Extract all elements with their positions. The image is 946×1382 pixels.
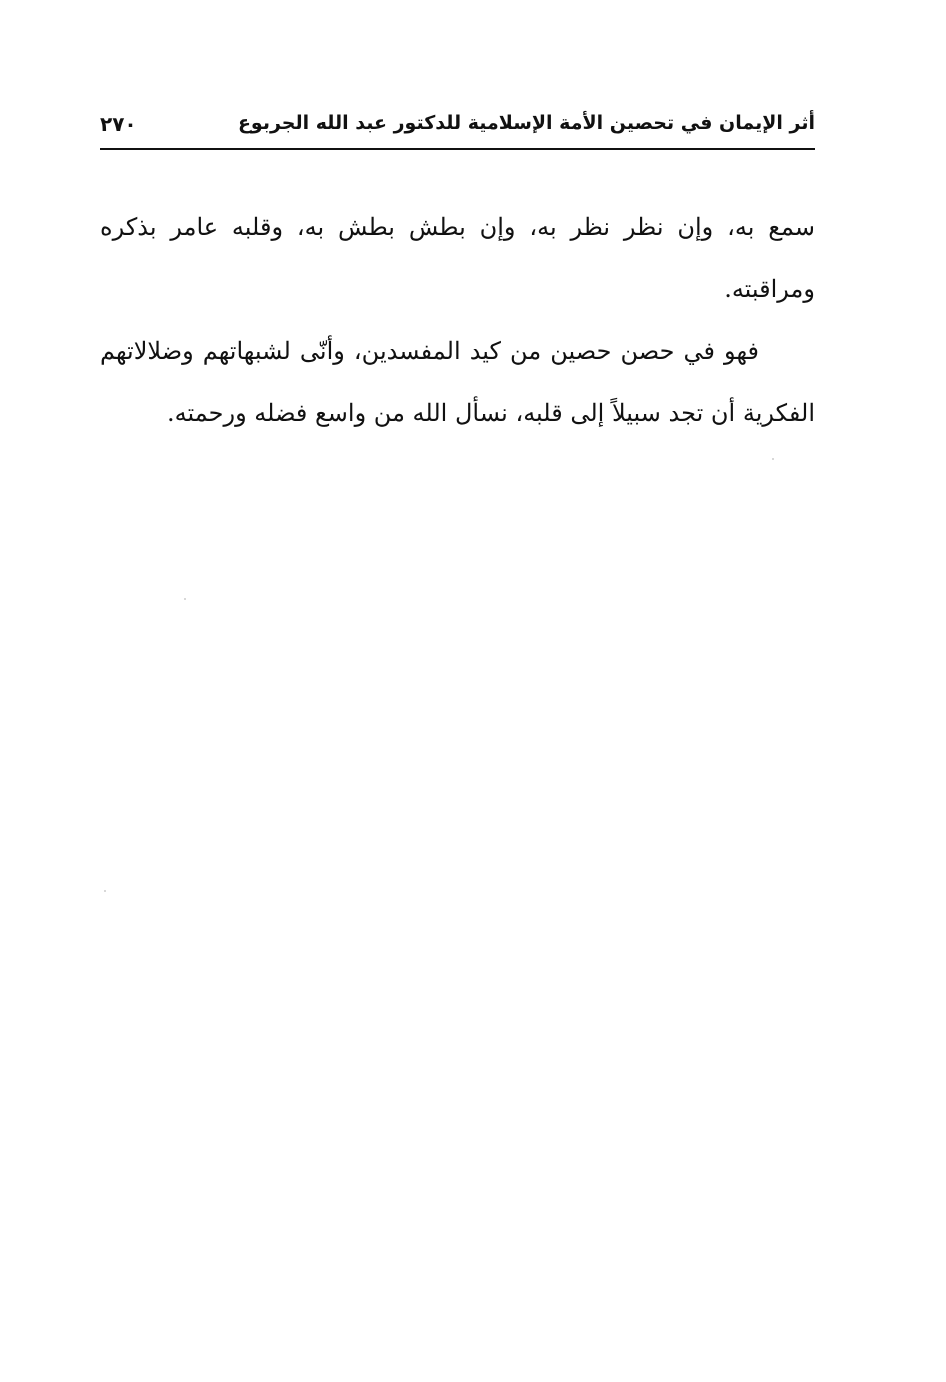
scan-speck: [104, 890, 106, 892]
body-text: [100, 196, 815, 444]
page-number: ٢٧٠: [100, 112, 137, 136]
running-header: [100, 108, 815, 150]
scan-speck: [772, 458, 774, 460]
paragraph-1: سمع به، وإن نظر نظر به، وإن بطش بطش به، وقلبه عامر بذكره ومراقبته.: [100, 213, 815, 303]
header-title: أثر الإيمان في تحصين الأمة الإسلامية للدكتور عبد الله الجربوع: [237, 112, 815, 134]
paragraph-2: فهو في حصن حصين من كيد المفسدين، وأنّى لشبهاتهم وضلالاتهم الفكرية أن تجد سبيلاً إلى قلبه، نسأل الله من واسع فضله ورحمته.: [100, 337, 815, 427]
scan-speck: [184, 598, 186, 600]
